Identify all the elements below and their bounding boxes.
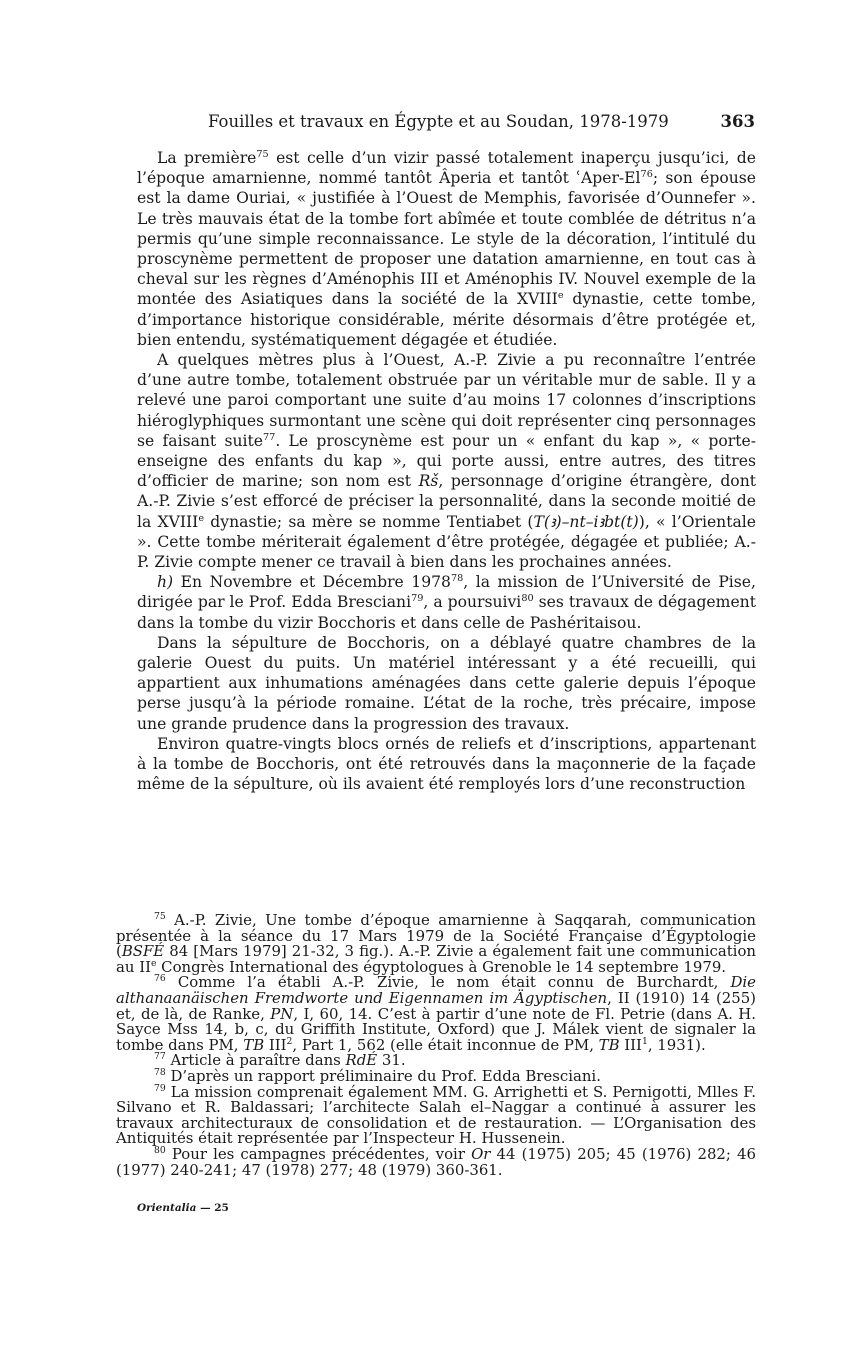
signature-mark: Orientalia — 25 [137, 1202, 229, 1214]
footnote: $^{80}$ Pour les campagnes précédentes, voir Or 44 (1975) 205; 45 (1976) 282; 46 (1977) 240-241; 47 (1978) 277; 48 (1979) 360-361. [116, 1144, 756, 1179]
footnote: $^{75}$ A.-P. Zivie, Une tombe d’époque amarnienne à Saqqarah, communication présentée à la séance du 17 Mars 1979 de la Société Française d’Égyptologie (BSFÉ 84 [Mars 1979] 21-32, 3 fig.). A.-P. Zivie a également fait une communication au IIe Congrès International des égyptologues à Grenoble le 14 septembre 1979. [116, 911, 756, 976]
paragraph: A quelques mètres plus à l’Ouest, A.-P. Zivie a pu reconnaître l’entrée d’une autre tombe, totalement obstruée par un véritable mur de sable. Il y a relevé une paroi comportant une suite d’au moins 17 colonnes d’inscriptions hiéroglyphiques surmontant une scène qui doit représenter cinq personnages se faisant suite$^{77}$. Le proscynème est pour un « enfant du kap », « porte-enseigne des enfants du kap », qui porte aussi, entre autres, des titres d’officier de marine; son nom est Rš, personnage d’origine étrangère, dont A.-P. Zivie s’est efforcé de préciser la personnalité, dans la seconde moitié de la XVIIIe dynastie; sa mère se nomme Tentiabet (T(ꜣ)–nt–iꜣbt(t)), « l’Orientale ». Cette tombe mériterait également d’être protégée, dégagée et publiée; A.-P. Zivie compte mener ce travail à bien dans les prochaines années. [137, 351, 757, 572]
footnote: $^{76}$ Comme l’a établi A.-P. Zivie, le nom était connu de Burchardt, Die althanaanäischen Fremdworte und Eigennamen im Ägyptischen, II (1910) 14 (255) et, de là, de Ranke, PN, I, 60, 14. C’est à partir d’une note de Fl. Petrie (dans A. H. Sayce Mss 14, b, c, du Griffith Institute, Oxford) que J. Málek vient de signaler la tombe dans PM, TB III$^2$, Part 1, 562 (elle était inconnue de PM, TB III$^1$, 1931). [116, 973, 756, 1054]
footnote-ref[interactable]: 77 [263, 431, 276, 443]
paragraph: h) En Novembre et Décembre 1978$^{78}$, la mission de l’Université de Pise, dirigée par le Prof. Edda Bresciani$^{79}$, a poursuivi$^{80}$ ses travaux de dégagement dans la tombe du vizir Bocchoris et dans celle de Pashéritaisou. [137, 573, 756, 632]
footnote-ref[interactable]: 78 [450, 573, 464, 585]
running-title: Fouilles et travaux en Égypte et au Soudan, 1978-1979 [208, 112, 669, 131]
footnote-ref[interactable]: 75 [256, 148, 269, 160]
footnote: $^{77}$ Article à paraître dans RdÉ 31. [154, 1051, 406, 1070]
footnotes [116, 913, 756, 1178]
sheet-number: 25 [214, 1202, 229, 1214]
journal-name: Orientalia [137, 1202, 197, 1214]
main-text [137, 148, 756, 795]
paragraph: Dans la sépulture de Bocchoris, on a déblayé quatre chambres de la galerie Ouest du puits. Un matériel intéressant y a été recueilli, qui appartient aux inhumations aménagées dans cette galerie depuis l’époque perse jusqu’à la période romaine. L’état de la roche, très précaire, impose une grande prudence dans la progression des travaux. [137, 633, 756, 733]
footnote-ref[interactable]: 80 [521, 593, 534, 605]
page-number: 363 [720, 112, 755, 131]
footnote: $^{79}$ La mission comprenait également MM. G. Arrighetti et S. Pernigotti, Mlles F. Silvano et R. Baldassari; l’architecte Salah el–Naggar a continué à assurer les travaux architecturaux de consolidation et de restauration. — L’Organisation des Antiquités était représentée par l’Inspecteur H. Hussenein. [116, 1082, 756, 1148]
footnote-ref[interactable]: 76 [640, 169, 653, 181]
paragraph: Environ quatre-vingts blocs ornés de reliefs et d’inscriptions, appartenant à la tombe de Bocchoris, ont été retrouvés dans la maçonnerie de la façade même de la sépulture, où ils avaient été remployés lors d’une reconstruction [137, 734, 756, 794]
paragraph: La première$^{75}$ est celle d’un vizir passé totalement inaperçu jusqu’ici, de l’époque amarnienne, nommé tantôt Âperia et tantôt ʿAper-El$^{76}$; son épouse est la dame Ouriai, « justifiée à l’Ouest de Memphis, favorisée d’Ounnefer ». Le très mauvais état de la tombe fort abîmée et toute comblée de détritus n’a permis qu’une simple reconnaissance. Le style de la décoration, l’intitulé du proscynème permettent de proposer une datation amarnienne, en tout cas à cheval sur les règnes d’Aménophis III et Aménophis IV. Nouvel exemple de la montée des Asiatiques dans la société de la XVIIIe dynastie, cette tombe, d’importance historique considérable, mérite désormais d’être protégée et, bien entendu, systématiquement dégagée et étudiée. [137, 148, 756, 349]
running-header [150, 112, 755, 138]
footnote-ref[interactable]: 79 [411, 593, 424, 605]
footnote: $^{78}$ D’après un rapport préliminaire du Prof. Edda Bresciani. [154, 1066, 601, 1085]
